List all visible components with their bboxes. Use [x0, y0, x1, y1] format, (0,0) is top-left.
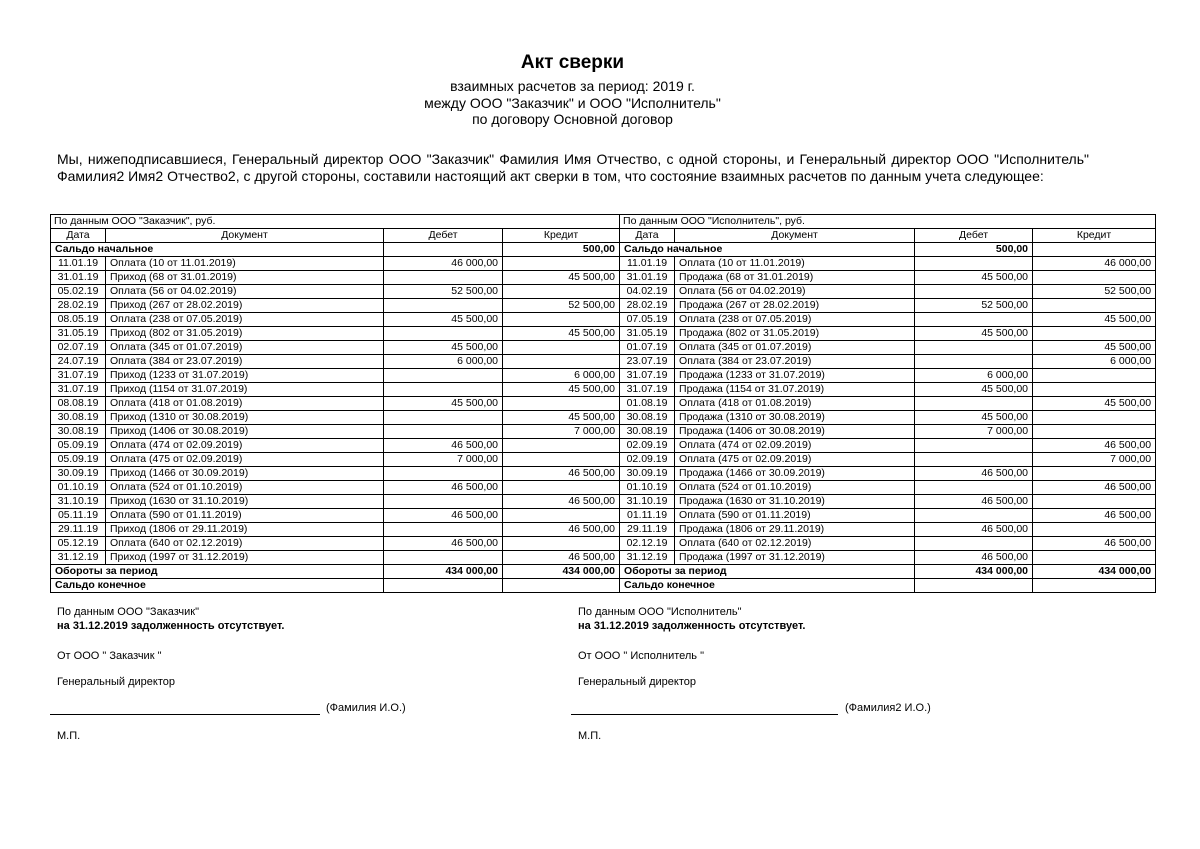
cell-rdoc: Оплата (418 от 01.08.2019) [675, 397, 915, 411]
cell-ld: 05.11.19 [51, 509, 106, 523]
table-row [51, 397, 1156, 411]
cell-ldeb [384, 495, 503, 509]
cell-rcr [1033, 369, 1156, 383]
cell-rdoc: Оплата (384 от 23.07.2019) [675, 355, 915, 369]
table-row [51, 481, 1156, 495]
table-row [51, 425, 1156, 439]
right-signer-name: (Фамилия2 И.О.) [845, 702, 931, 714]
cell-rdeb: 45 500,00 [915, 383, 1033, 397]
cell-rcr [1033, 411, 1156, 425]
cell-rdeb: 46 500,00 [915, 495, 1033, 509]
cell-rdeb [915, 285, 1033, 299]
cell-rdeb: 45 500,00 [915, 411, 1033, 425]
cell-ldeb: 45 500,00 [384, 341, 503, 355]
opening-right-debit: 500,00 [915, 243, 1033, 257]
cell-rdoc: Оплата (475 от 02.09.2019) [675, 453, 915, 467]
left-caption: По данным ООО "Заказчик", руб. [51, 215, 620, 229]
cell-rcr [1033, 327, 1156, 341]
contract-line: по договору Основной договор [472, 111, 673, 127]
cell-ld: 05.02.19 [51, 285, 106, 299]
col-doc-header: Документ [106, 229, 384, 243]
cell-rdoc: Оплата (345 от 01.07.2019) [675, 341, 915, 355]
right-from-org: От ООО " Исполнитель " [578, 650, 704, 662]
cell-rdeb [915, 257, 1033, 271]
cell-rdoc: Оплата (238 от 07.05.2019) [675, 313, 915, 327]
table-row [51, 383, 1156, 397]
cell-ld: 31.07.19 [51, 383, 106, 397]
cell-ldoc: Приход (1466 от 30.09.2019) [106, 467, 384, 481]
cell-rdeb: 46 500,00 [915, 467, 1033, 481]
cell-rdeb [915, 481, 1033, 495]
cell-rdeb [915, 509, 1033, 523]
table-row [51, 271, 1156, 285]
col-credit-header: Кредит [503, 229, 620, 243]
cell-lcr [503, 341, 620, 355]
cell-ldeb: 46 500,00 [384, 537, 503, 551]
table-row [51, 537, 1156, 551]
cell-ld: 08.08.19 [51, 397, 106, 411]
closing-label: Сальдо конечное [620, 579, 915, 593]
cell-ldeb: 46 500,00 [384, 439, 503, 453]
cell-ldoc: Оплата (524 от 01.10.2019) [106, 481, 384, 495]
parties-line: между ООО "Заказчик" и ООО "Исполнитель" [424, 95, 721, 111]
cell-ld: 02.07.19 [51, 341, 106, 355]
cell-rdeb [915, 355, 1033, 369]
table-row [51, 453, 1156, 467]
cell-rdeb: 45 500,00 [915, 271, 1033, 285]
cell-ld: 31.01.19 [51, 271, 106, 285]
cell-ldeb [384, 411, 503, 425]
cell-rdoc: Оплата (10 от 11.01.2019) [675, 257, 915, 271]
cell-ld: 01.10.19 [51, 481, 106, 495]
left-from-org: От ООО " Заказчик " [57, 650, 162, 662]
right-caption: По данным ООО "Исполнитель", руб. [620, 215, 1156, 229]
cell-ldoc: Оплата (418 от 01.08.2019) [106, 397, 384, 411]
cell-rd: 30.08.19 [620, 411, 675, 425]
table-row [51, 257, 1156, 271]
reconciliation-table [50, 214, 1156, 593]
cell-rd: 31.05.19 [620, 327, 675, 341]
table-row [51, 355, 1156, 369]
cell-rcr: 46 500,00 [1033, 537, 1156, 551]
cell-rd: 04.02.19 [620, 285, 675, 299]
opening-left-debit [384, 243, 503, 257]
cell-ldoc: Оплата (474 от 02.09.2019) [106, 439, 384, 453]
cell-ld: 08.05.19 [51, 313, 106, 327]
cell-rcr: 52 500,00 [1033, 285, 1156, 299]
cell-ldeb [384, 327, 503, 341]
cell-lcr [503, 257, 620, 271]
closing-balance-row [51, 579, 1156, 593]
cell-ld: 05.09.19 [51, 453, 106, 467]
cell-rdoc: Оплата (640 от 02.12.2019) [675, 537, 915, 551]
table-row [51, 313, 1156, 327]
cell-lcr [503, 509, 620, 523]
cell-ld: 24.07.19 [51, 355, 106, 369]
cell-rd: 01.07.19 [620, 341, 675, 355]
turnover-left-debit: 434 000,00 [384, 565, 503, 579]
table-row [51, 439, 1156, 453]
cell-ld: 05.12.19 [51, 537, 106, 551]
cell-ldoc: Оплата (590 от 01.11.2019) [106, 509, 384, 523]
right-position: Генеральный директор [578, 676, 696, 688]
table-row [51, 327, 1156, 341]
cell-ldoc: Приход (1310 от 30.08.2019) [106, 411, 384, 425]
cell-rdoc: Продажа (1806 от 29.11.2019) [675, 523, 915, 537]
cell-rcr [1033, 467, 1156, 481]
cell-rd: 02.09.19 [620, 439, 675, 453]
cell-rdoc: Продажа (68 от 31.01.2019) [675, 271, 915, 285]
opening-label: Сальдо начальное [51, 243, 384, 257]
left-position: Генеральный директор [57, 676, 175, 688]
cell-rd: 31.07.19 [620, 383, 675, 397]
table-row [51, 369, 1156, 383]
col-credit-header: Кредит [1033, 229, 1156, 243]
table-row [51, 509, 1156, 523]
cell-ldeb [384, 523, 503, 537]
closing-left-debit [384, 579, 503, 593]
intro-paragraph: Мы, нижеподписавшиеся, Генеральный директор ООО "Заказчик" Фамилия Имя Отчество, с одной стороны, и Генеральный директор ООО "Исполнитель" Фамилия2 Имя2 Отчество2, с другой стороны, составили настоящий акт сверки в том, что состояние взаимных расчетов по данным учета следующее: [57, 151, 1089, 184]
cell-ld: 29.11.19 [51, 523, 106, 537]
col-debit-header: Дебет [915, 229, 1033, 243]
col-doc-header: Документ [675, 229, 915, 243]
cell-lcr: 46 500,00 [503, 495, 620, 509]
cell-rd: 31.10.19 [620, 495, 675, 509]
cell-ldeb [384, 467, 503, 481]
cell-ld: 31.05.19 [51, 327, 106, 341]
closing-right-credit [1033, 579, 1156, 593]
cell-rd: 07.05.19 [620, 313, 675, 327]
cell-rdoc: Оплата (474 от 02.09.2019) [675, 439, 915, 453]
cell-rdeb [915, 537, 1033, 551]
opening-right-credit [1033, 243, 1156, 257]
cell-rd: 31.01.19 [620, 271, 675, 285]
cell-rdeb [915, 313, 1033, 327]
cell-rd: 31.07.19 [620, 369, 675, 383]
cell-ld: 30.09.19 [51, 467, 106, 481]
cell-lcr: 45 500,00 [503, 327, 620, 341]
cell-ld: 28.02.19 [51, 299, 106, 313]
cell-rd: 11.01.19 [620, 257, 675, 271]
right-signature-line [571, 714, 838, 715]
cell-rcr [1033, 271, 1156, 285]
cell-ldoc: Приход (1233 от 31.07.2019) [106, 369, 384, 383]
cell-lcr [503, 439, 620, 453]
cell-rdoc: Оплата (56 от 04.02.2019) [675, 285, 915, 299]
cell-ld: 05.09.19 [51, 439, 106, 453]
cell-rd: 31.12.19 [620, 551, 675, 565]
cell-ldeb: 45 500,00 [384, 313, 503, 327]
cell-rdoc: Продажа (1310 от 30.08.2019) [675, 411, 915, 425]
cell-rcr [1033, 523, 1156, 537]
cell-ldeb: 46 500,00 [384, 481, 503, 495]
cell-ldoc: Приход (68 от 31.01.2019) [106, 271, 384, 285]
period-line: взаимных расчетов за период: 2019 г. [450, 78, 695, 94]
cell-lcr [503, 453, 620, 467]
opening-label: Сальдо начальное [620, 243, 915, 257]
cell-lcr: 46 500,00 [503, 551, 620, 565]
closing-left-credit [503, 579, 620, 593]
turnover-label: Обороты за период [620, 565, 915, 579]
cell-rdeb [915, 453, 1033, 467]
opening-balance-row [51, 243, 1156, 257]
cell-rdeb [915, 439, 1033, 453]
cell-ld: 31.07.19 [51, 369, 106, 383]
table-row [51, 495, 1156, 509]
col-debit-header: Дебет [384, 229, 503, 243]
cell-ldoc: Приход (1154 от 31.07.2019) [106, 383, 384, 397]
cell-rd: 01.11.19 [620, 509, 675, 523]
left-stamp-place: М.П. [57, 730, 81, 742]
col-date-header: Дата [51, 229, 106, 243]
cell-rdoc: Продажа (1466 от 30.09.2019) [675, 467, 915, 481]
cell-ld: 31.12.19 [51, 551, 106, 565]
table-row [51, 523, 1156, 537]
turnover-left-credit: 434 000,00 [503, 565, 620, 579]
cell-lcr [503, 481, 620, 495]
cell-rdeb: 46 500,00 [915, 551, 1033, 565]
cell-ldeb: 45 500,00 [384, 397, 503, 411]
cell-ldeb: 7 000,00 [384, 453, 503, 467]
cell-rd: 01.10.19 [620, 481, 675, 495]
cell-rcr: 7 000,00 [1033, 453, 1156, 467]
cell-ldoc: Оплата (238 от 07.05.2019) [106, 313, 384, 327]
cell-rdoc: Продажа (802 от 31.05.2019) [675, 327, 915, 341]
cell-lcr [503, 537, 620, 551]
turnover-row [51, 565, 1156, 579]
cell-lcr: 7 000,00 [503, 425, 620, 439]
left-debt-statement: на 31.12.2019 задолженность отсутствует. [57, 620, 285, 632]
table-row [51, 299, 1156, 313]
cell-rd: 28.02.19 [620, 299, 675, 313]
closing-right-debit [915, 579, 1033, 593]
right-stamp-place: М.П. [578, 730, 602, 742]
cell-ldeb [384, 551, 503, 565]
cell-rd: 01.08.19 [620, 397, 675, 411]
cell-ldoc: Приход (1406 от 30.08.2019) [106, 425, 384, 439]
turnover-label: Обороты за период [51, 565, 384, 579]
cell-rdeb: 45 500,00 [915, 327, 1033, 341]
table-row [51, 551, 1156, 565]
cell-rcr: 46 500,00 [1033, 481, 1156, 495]
cell-ldoc: Оплата (640 от 02.12.2019) [106, 537, 384, 551]
cell-rdeb: 7 000,00 [915, 425, 1033, 439]
cell-rdoc: Оплата (524 от 01.10.2019) [675, 481, 915, 495]
cell-ldeb: 52 500,00 [384, 285, 503, 299]
cell-rcr: 6 000,00 [1033, 355, 1156, 369]
cell-lcr [503, 313, 620, 327]
opening-left-credit: 500,00 [503, 243, 620, 257]
left-signer-name: (Фамилия И.О.) [326, 702, 406, 714]
cell-lcr: 46 500,00 [503, 523, 620, 537]
table-caption-row [51, 215, 1156, 229]
cell-rcr: 46 500,00 [1033, 509, 1156, 523]
right-debt-statement: на 31.12.2019 задолженность отсутствует. [578, 620, 806, 632]
cell-lcr [503, 355, 620, 369]
left-data-label: По данным ООО "Заказчик" [57, 606, 200, 618]
cell-ld: 31.10.19 [51, 495, 106, 509]
column-header-row [51, 229, 1156, 243]
cell-rcr: 46 500,00 [1033, 439, 1156, 453]
cell-ldeb: 46 500,00 [384, 509, 503, 523]
cell-rd: 29.11.19 [620, 523, 675, 537]
cell-rcr: 45 500,00 [1033, 397, 1156, 411]
cell-ldeb: 6 000,00 [384, 355, 503, 369]
cell-ldeb: 46 000,00 [384, 257, 503, 271]
cell-ldoc: Приход (1997 от 31.12.2019) [106, 551, 384, 565]
cell-ldeb [384, 299, 503, 313]
cell-lcr: 46 500,00 [503, 467, 620, 481]
closing-label: Сальдо конечное [51, 579, 384, 593]
cell-rcr [1033, 551, 1156, 565]
cell-ldoc: Оплата (475 от 02.09.2019) [106, 453, 384, 467]
cell-ldoc: Оплата (10 от 11.01.2019) [106, 257, 384, 271]
cell-rdoc: Продажа (1406 от 30.08.2019) [675, 425, 915, 439]
cell-lcr: 52 500,00 [503, 299, 620, 313]
table-row [51, 411, 1156, 425]
cell-rcr [1033, 299, 1156, 313]
cell-lcr: 6 000,00 [503, 369, 620, 383]
cell-rcr: 45 500,00 [1033, 313, 1156, 327]
cell-rdeb: 52 500,00 [915, 299, 1033, 313]
cell-rdoc: Продажа (1997 от 31.12.2019) [675, 551, 915, 565]
cell-ld: 30.08.19 [51, 411, 106, 425]
cell-rdoc: Продажа (1154 от 31.07.2019) [675, 383, 915, 397]
col-date-header: Дата [620, 229, 675, 243]
cell-rdoc: Оплата (590 от 01.11.2019) [675, 509, 915, 523]
cell-ldoc: Оплата (345 от 01.07.2019) [106, 341, 384, 355]
cell-ldoc: Приход (1806 от 29.11.2019) [106, 523, 384, 537]
cell-ldeb [384, 271, 503, 285]
cell-ldoc: Оплата (56 от 04.02.2019) [106, 285, 384, 299]
cell-ldoc: Приход (267 от 28.02.2019) [106, 299, 384, 313]
cell-rdeb: 6 000,00 [915, 369, 1033, 383]
cell-lcr [503, 285, 620, 299]
cell-rd: 30.09.19 [620, 467, 675, 481]
cell-lcr: 45 500,00 [503, 411, 620, 425]
cell-rcr: 45 500,00 [1033, 341, 1156, 355]
cell-rdeb: 46 500,00 [915, 523, 1033, 537]
cell-rd: 02.09.19 [620, 453, 675, 467]
left-signature-line [50, 714, 320, 715]
cell-rd: 02.12.19 [620, 537, 675, 551]
cell-ldoc: Оплата (384 от 23.07.2019) [106, 355, 384, 369]
cell-ldeb [384, 369, 503, 383]
cell-ldeb [384, 425, 503, 439]
turnover-right-debit: 434 000,00 [915, 565, 1033, 579]
cell-lcr: 45 500,00 [503, 271, 620, 285]
table-row [51, 285, 1156, 299]
cell-lcr [503, 397, 620, 411]
turnover-right-credit: 434 000,00 [1033, 565, 1156, 579]
cell-ldeb [384, 383, 503, 397]
cell-rdeb [915, 397, 1033, 411]
cell-ld: 30.08.19 [51, 425, 106, 439]
cell-rdoc: Продажа (1233 от 31.07.2019) [675, 369, 915, 383]
cell-lcr: 45 500,00 [503, 383, 620, 397]
document-title: Акт сверки [520, 52, 625, 73]
cell-rd: 23.07.19 [620, 355, 675, 369]
right-data-label: По данным ООО "Исполнитель" [578, 606, 742, 618]
cell-ld: 11.01.19 [51, 257, 106, 271]
cell-rcr [1033, 425, 1156, 439]
table-row [51, 341, 1156, 355]
cell-rdoc: Продажа (267 от 28.02.2019) [675, 299, 915, 313]
cell-rcr [1033, 383, 1156, 397]
cell-rcr [1033, 495, 1156, 509]
cell-ldoc: Приход (1630 от 31.10.2019) [106, 495, 384, 509]
table-row [51, 467, 1156, 481]
cell-rdeb [915, 341, 1033, 355]
cell-rdoc: Продажа (1630 от 31.10.2019) [675, 495, 915, 509]
cell-ldoc: Приход (802 от 31.05.2019) [106, 327, 384, 341]
cell-rd: 30.08.19 [620, 425, 675, 439]
cell-rcr: 46 000,00 [1033, 257, 1156, 271]
